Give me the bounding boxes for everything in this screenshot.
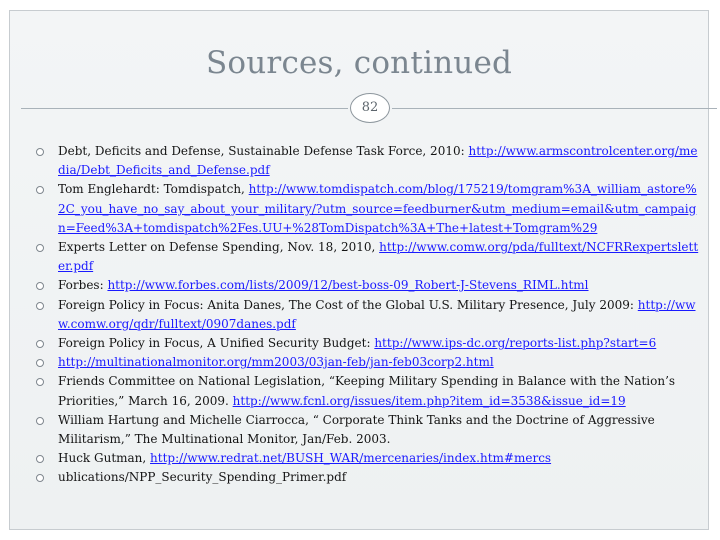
slide-number-badge: 82	[350, 93, 390, 123]
bullet-icon	[36, 455, 44, 463]
bullet-icon	[36, 378, 44, 386]
source-text: Foreign Policy in Focus, A Unified Security Budget:	[58, 336, 375, 351]
bullet-icon	[36, 474, 44, 482]
source-text: Tom Englehardt: Tomdispatch,	[58, 182, 249, 197]
source-link[interactable]: http://www.ips-dc.org/reports-list.php?start=6	[374, 336, 657, 351]
source-text: ublications/NPP_Security_Spending_Primer.pdf	[58, 470, 347, 485]
source-link[interactable]: http://www.fcnl.org/issues/item.php?item_id=3538&issue_id=19	[232, 393, 626, 408]
source-link[interactable]: http://www.forbes.com/lists/2009/12/best-boss-09_Robert-J-Stevens_RIML.html	[107, 278, 589, 293]
list-item	[35, 142, 700, 180]
bullet-icon	[36, 244, 44, 252]
source-link[interactable]: http://www.comw.org/qdr/fulltext/0907danes.pdf	[58, 297, 696, 331]
list-item	[35, 276, 700, 295]
list-item	[35, 372, 700, 410]
bullet-icon	[36, 417, 44, 425]
source-link[interactable]: http://www.armscontrolcenter.org/media/Debt_Deficits_and_Defense.pdf	[58, 144, 698, 178]
title-divider-left	[21, 108, 348, 109]
list-item	[35, 411, 700, 449]
list-item	[35, 180, 700, 238]
list-item	[35, 334, 700, 353]
source-text: Debt, Deficits and Defense, Sustainable Defense Task Force, 2010:	[58, 144, 469, 158]
list-item	[35, 296, 700, 334]
source-link[interactable]: http://multinationalmonitor.org/mm2003/03jan-feb/jan-feb03corp2.html	[58, 355, 494, 370]
list-item	[35, 449, 700, 468]
source-text: Foreign Policy in Focus: Anita Danes, The Cost of the Global U.S. Military Presence, July 2009:	[58, 297, 638, 312]
source-text: Forbes:	[58, 278, 108, 293]
list-item	[35, 353, 700, 372]
source-text: Friends Committee on National Legislation, “Keeping Military Spending in Balance with the Nation’s Priorities,” March 16, 2009.	[58, 374, 676, 408]
bullet-icon	[36, 340, 44, 348]
source-link[interactable]: http://www.tomdispatch.com/blog/175219/tomgram%3A_william_astore%2C_you_have_no_say_about_your_military/?utm_source=feedburner&utm_medium=email&utm_campaign=Feed%3A+tomdispatch%2Fes.UU+%28TomDispatch%3A+The+latest+Tomgram%29	[58, 182, 697, 235]
slide-title: Sources, continued	[205, 45, 513, 81]
source-text: Huck Gutman,	[58, 451, 151, 466]
source-text: Experts Letter on Defense Spending, Nov. 18, 2010,	[58, 240, 380, 255]
source-link[interactable]: http://www.comw.org/pda/fulltext/NCFRRexpertsletter.pdf	[58, 240, 699, 274]
list-item	[35, 238, 700, 276]
bullet-icon	[36, 282, 44, 290]
slide-frame	[9, 10, 709, 530]
source-text: William Hartung and Michelle Ciarrocca, “ Corporate Think Tanks and the Doctrine of Aggressive Militarism,” The Multinational Monitor, Jan/Feb. 2003.	[58, 412, 655, 447]
list-item	[35, 468, 700, 487]
bullet-icon	[36, 302, 44, 310]
bullet-icon	[36, 148, 44, 156]
bullet-icon	[36, 359, 44, 367]
sources-list	[35, 142, 700, 488]
title-divider-right	[392, 108, 717, 109]
bullet-icon	[36, 186, 44, 194]
source-link[interactable]: http://www.redrat.net/BUSH_WAR/mercenaries/index.htm#mercs	[150, 451, 552, 466]
